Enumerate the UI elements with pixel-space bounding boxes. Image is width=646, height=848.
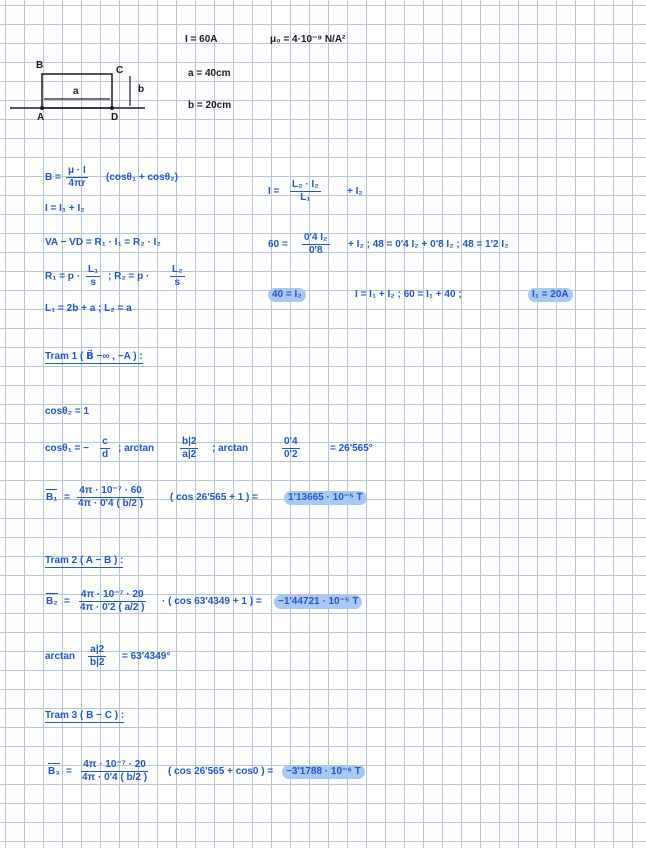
field-formula-lhs: B = [45,172,61,183]
current-sum: I = I₁ + I₂ [45,203,85,214]
field-formula-numerator: μ · I [68,165,86,176]
r2-denominator: s [174,277,181,288]
arctan-fraction-1 [180,436,198,461]
r2-lhs: ; R₂ = p · [108,271,150,282]
arctan-fraction-3 [88,644,106,669]
b3-denominator: 4π · 0'4 ( b/2 ) [82,772,148,783]
arctan-3-numerator: a|2 [90,644,105,655]
sixty-equation-lhs: 60 = [268,239,288,250]
r1-lhs: R₁ = p · [45,271,80,282]
label-b-corner: B [36,60,44,71]
given-a: a = 40cm [188,68,231,79]
b1-result-highlight: 1'13665 · 10⁻⁵ T [284,491,367,505]
current-ratio-fraction [290,179,321,204]
angle-result-1: = 26'565° [330,443,373,454]
b3-cosines: ( cos 26'565 + cos0 ) = [168,766,274,777]
r2-fraction [170,264,185,289]
node-d-dot [110,106,114,110]
b3-equals: = [66,766,72,777]
b3-fraction [80,759,149,784]
current-ratio-rest: + I₂ [347,186,363,197]
b2-equals: = [64,596,70,607]
arctan-1-denominator: a|2 [182,449,197,460]
b3-numerator: 4π · 10⁻⁷ · 20 [83,759,146,770]
b2-denominator: 4π · 0'2 ( a/2 ) [80,602,145,613]
arctan-1-numerator: b|2 [182,436,197,447]
arctan-2-denominator: 0'2 [284,449,298,460]
node-a-dot [40,106,44,110]
i1-equation: I = I₁ + I₂ ; 60 = I₁ + 40 ; [355,289,462,300]
current-ratio-denominator: L₁ [300,192,311,203]
tram1-heading: Tram 1 ( B⃗ −∞ , −A ) : [45,351,143,362]
label-b-side: b [138,84,145,95]
b1-cosines: ( cos 26'565 + 1 ) = [170,492,258,503]
cos-theta2: cosθ₂ = 1 [45,406,90,417]
arctan-2-numerator: 0'4 [284,436,298,447]
i1-result-highlight: I₁ = 20A [528,288,573,302]
r1-denominator: s [90,277,96,288]
sixty-equation-numerator: 0'4 I₂ [304,232,328,243]
angle-result-2: = 63'4349° [122,651,171,662]
b3-vector: B₃ [48,766,60,777]
arctan-3-denominator: b|2 [90,657,105,668]
field-formula-fraction [66,165,88,190]
label-a-side: a [73,86,79,97]
tram3-heading: Tram 3 ( B − C ) : [45,710,125,721]
current-ratio-lhs: I = [268,186,280,197]
arctan-label-1: ; arctan [118,443,155,454]
tram2-heading: Tram 2 ( A − B ) : [45,555,124,566]
lengths-line: L₁ = 2b + a ; L₂ = a [45,303,132,314]
given-mu0: μ₀ = 4·10⁻⁹ N/A² [270,34,346,45]
given-current: I = 60A [185,34,218,45]
b1-fraction [76,485,145,510]
potential-difference: VA − VD = R₁ · I₁ = R₂ · I₂ [45,237,161,248]
i2-result-highlight: 40 = I₂ [268,288,306,302]
sixty-equation-fraction [302,232,330,257]
b2-cosines: · ( cos 63'4349 + 1 ) = [162,596,262,607]
b1-numerator: 4π · 10⁻⁷ · 60 [79,485,142,496]
r1-fraction [86,264,100,289]
b2-result-highlight: −1'44721 · 10⁻⁵ T [274,595,362,609]
label-a-corner: A [37,112,45,123]
given-b: b = 20cm [188,100,232,111]
b1-equals: = [64,492,70,503]
r2-numerator: L₂ [172,264,183,275]
label-c-corner: C [116,65,124,76]
cos-theta1-numerator: c [102,436,108,447]
sixty-equation-denominator: 0'8 [309,245,323,256]
arctan-label-2: ; arctan [212,443,249,454]
r1-numerator: L₁ [88,264,99,275]
field-formula-denominator: 4πr [68,178,86,189]
field-formula-cosines: (cosθ₁ + cosθ₂) [106,172,178,183]
b2-fraction [78,589,147,614]
b3-result-highlight: −3'1788 · 10⁻⁶ T [282,765,365,779]
cos-theta1-lhs: cosθ₁ = − [45,443,90,454]
arctan-label-3: arctan [45,651,76,662]
sixty-equation-rest: + I₂ ; 48 = 0'4 I₂ + 0'8 I₂ ; 48 = 1'2 I₂ [348,239,509,250]
b1-vector: B₁ [46,492,58,503]
cos-theta1-denominator: d [102,449,109,460]
label-d-corner: D [111,112,119,123]
cos-theta1-fraction [100,436,110,461]
b2-numerator: 4π · 10⁻⁷ · 20 [80,589,144,600]
arctan-fraction-2 [282,436,300,461]
current-ratio-numerator: L₂ · I₂ [292,179,319,190]
b2-vector: B₂ [46,596,58,607]
b1-denominator: 4π · 0'4 ( b/2 ) [78,498,144,509]
